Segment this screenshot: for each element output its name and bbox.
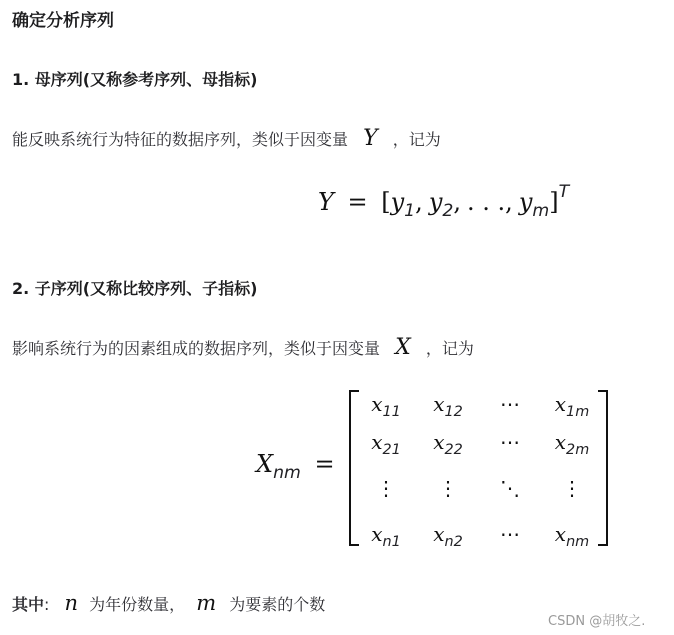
matrix-cell-base: x bbox=[554, 392, 567, 416]
section2-heading: 2. 子序列(又称比较序列、子指标) bbox=[12, 279, 258, 298]
page-title: 确定分析序列 bbox=[12, 11, 114, 31]
matrix-cell-subscript: nm bbox=[566, 534, 590, 551]
matrix-cell bbox=[541, 478, 603, 498]
matrix-cell-base: x bbox=[554, 522, 567, 546]
section2-variable: X bbox=[395, 335, 411, 360]
eq2-lhs: X bbox=[256, 450, 274, 478]
matrix-cell-subscript: 12 bbox=[444, 404, 463, 421]
matrix-lhs bbox=[256, 450, 335, 483]
matrix-cell-subscript: 22 bbox=[444, 442, 463, 459]
section1-description bbox=[12, 126, 441, 151]
matrix-cell-subscript: 11 bbox=[382, 404, 401, 421]
matrix-cell bbox=[541, 524, 603, 549]
footer-var-n: n bbox=[64, 591, 79, 615]
footer-colon: : bbox=[44, 595, 50, 614]
eq1-ym: y bbox=[518, 187, 533, 216]
footer-note bbox=[12, 591, 325, 615]
section1-heading: 1. 母序列(又称参考序列、母指标) bbox=[12, 70, 258, 89]
section2-desc-after: ，记为 bbox=[425, 339, 474, 358]
matrix-cell bbox=[417, 478, 479, 498]
matrix-cell-subscript: 1m bbox=[566, 404, 590, 421]
matrix-cell-base: ⋮ bbox=[438, 476, 458, 500]
matrix-cell-base: ⋮ bbox=[562, 476, 582, 500]
section1-variable: Y bbox=[363, 126, 378, 151]
eq1-ym-sub: m bbox=[532, 201, 550, 221]
eq1-y1-sub: 1 bbox=[404, 201, 416, 221]
matrix-cell-base: ⋮ bbox=[376, 476, 396, 500]
footer-label: 其中 bbox=[12, 595, 45, 614]
matrix-cell-base: x bbox=[433, 430, 445, 454]
matrix-cell-subscript: n1 bbox=[382, 534, 401, 551]
section2-desc-text: 影响系统行为的因素组成的数据序列，类似于因变量 bbox=[12, 339, 381, 358]
matrix-cell-subscript: 21 bbox=[382, 442, 401, 459]
matrix-cell-base: x bbox=[433, 522, 445, 546]
eq1-open-bracket: [ bbox=[381, 187, 391, 216]
section2-description bbox=[12, 335, 474, 360]
matrix-cell bbox=[355, 478, 417, 498]
matrix-cell-subscript: n2 bbox=[444, 534, 463, 551]
matrix-cell-base: x bbox=[371, 392, 383, 416]
eq2-equals: = bbox=[314, 450, 335, 478]
matrix-cell-subscript: 2m bbox=[566, 442, 590, 459]
matrix-cell-base: x bbox=[433, 392, 445, 416]
footer-var-m: m bbox=[196, 591, 217, 615]
matrix-cell bbox=[479, 432, 541, 452]
matrix-cell bbox=[479, 394, 541, 414]
footer-m-text: 为要素的个数 bbox=[229, 595, 326, 614]
eq1-equals: = bbox=[347, 187, 368, 216]
csdn-watermark: CSDN @胡牧之. bbox=[548, 614, 646, 629]
matrix-cell-base: ⋯ bbox=[500, 522, 520, 546]
matrix-cell bbox=[479, 524, 541, 544]
matrix-cell-base: x bbox=[554, 430, 567, 454]
section1-desc-text: 能反映系统行为特征的数据序列，类似于因变量 bbox=[12, 130, 349, 149]
footer-n-text: 为年份数量， bbox=[89, 595, 186, 614]
matrix-cell bbox=[355, 394, 417, 419]
matrix-cell bbox=[479, 478, 541, 498]
matrix-cell bbox=[417, 524, 479, 549]
matrix-cell-base: x bbox=[371, 522, 383, 546]
matrix-cell-base: ⋯ bbox=[500, 392, 520, 416]
eq1-comma2: , bbox=[453, 187, 462, 216]
eq1-y1: y bbox=[390, 187, 405, 216]
eq1-lhs: Y bbox=[318, 187, 334, 216]
eq1-y2: y bbox=[428, 187, 443, 216]
matrix-cell bbox=[355, 524, 417, 549]
matrix-cell-base: ⋱ bbox=[500, 476, 520, 500]
eq1-ellipsis: . . . bbox=[467, 187, 506, 216]
matrix-cell bbox=[355, 432, 417, 457]
eq1-y2-sub: 2 bbox=[442, 201, 454, 221]
section1-desc-after: ，记为 bbox=[392, 130, 441, 149]
matrix-cell bbox=[417, 394, 479, 419]
matrix-cell bbox=[541, 394, 603, 419]
matrix bbox=[355, 386, 603, 551]
eq2-lhs-sub: nm bbox=[273, 463, 301, 484]
eq1-close-bracket: ] bbox=[549, 187, 559, 216]
matrix-cell-base: x bbox=[371, 430, 383, 454]
matrix-cell bbox=[541, 432, 603, 457]
eq1-comma1: , bbox=[415, 187, 423, 216]
eq1-comma3: , bbox=[505, 187, 513, 216]
matrix-cell bbox=[417, 432, 479, 457]
section1-equation bbox=[318, 182, 569, 221]
eq1-transpose: T bbox=[558, 182, 570, 202]
matrix-cell-base: ⋯ bbox=[500, 430, 520, 454]
